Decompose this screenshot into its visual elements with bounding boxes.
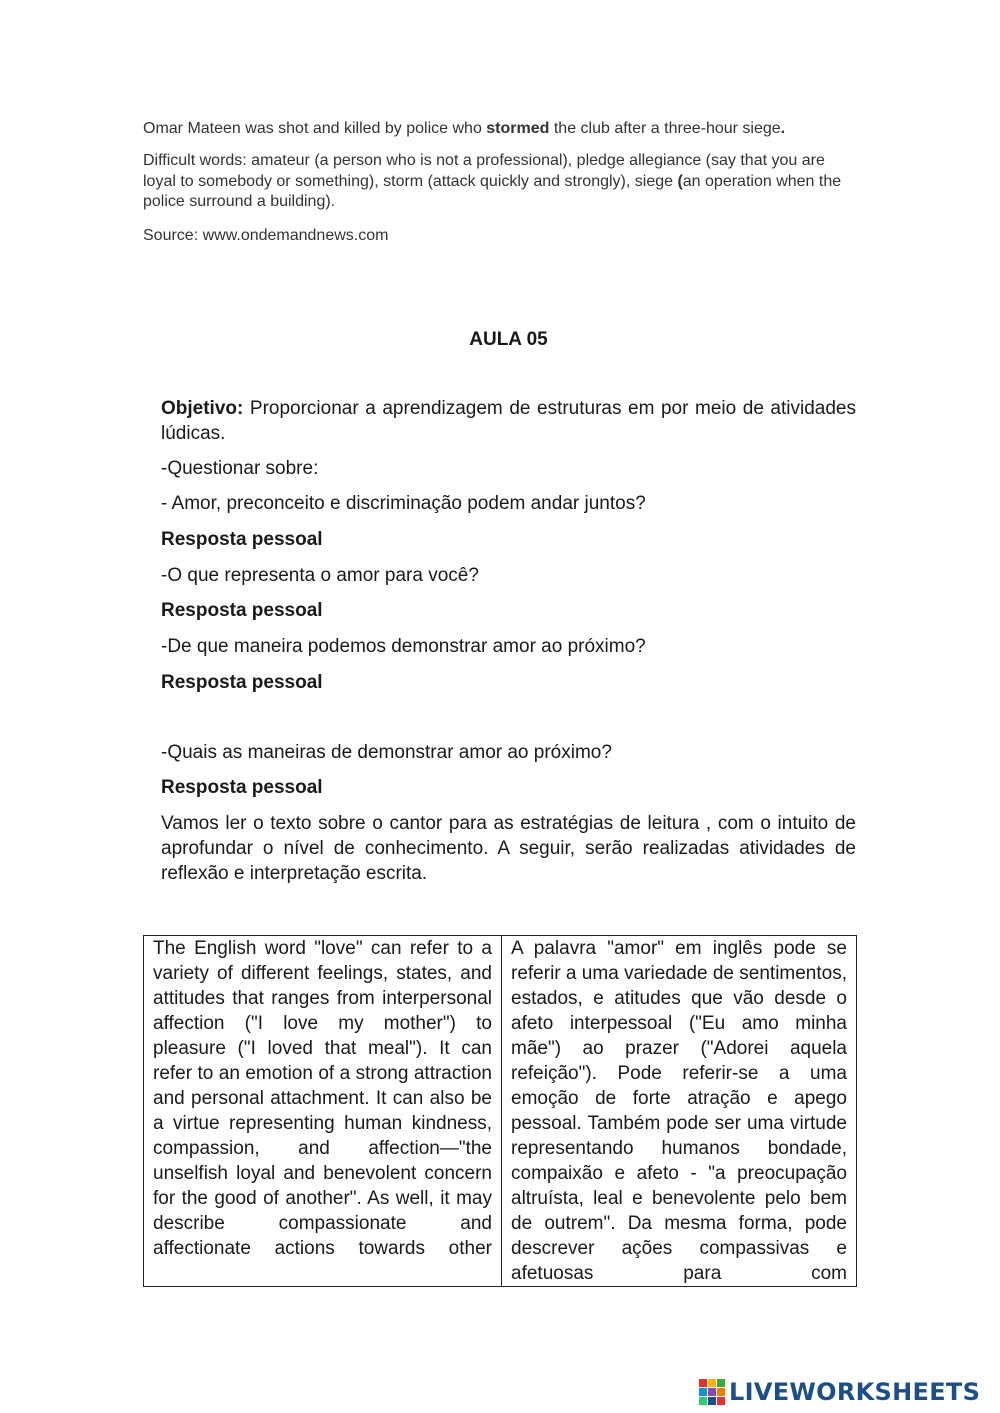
difficult-words [143,151,843,213]
answer-label: Resposta pessoal [161,529,323,550]
intro-sentence-end: the club after a three-hour siege [549,120,781,137]
answer-label: Resposta pessoal [161,672,323,693]
liveworksheets-logo-icon [699,1379,725,1405]
liveworksheets-watermark [699,1378,980,1406]
logo-square [699,1388,707,1396]
intro-bold-word: stormed [486,120,550,137]
answer-2 [161,598,856,623]
logo-square [717,1388,725,1396]
question-4: -Quais as maneiras de demonstrar amor ao próximo? [161,742,612,763]
english-text-cell: The English word "love" can refer to a variety of different feelings, states, and attitudes that ranges from interpersonal affection ("I love my mother") to pleasure ("I loved that meal"). It can refer to an emotion of a strong attraction and personal attachment. It can also be a virtue representing human kindness, compassion, and affection—"the unselfish loyal and benevolent concern for the good of another". As well, it may describe compassionate and affectionate actions towards other [144,936,502,1287]
reading-paragraph: Vamos ler o texto sobre o cantor para as estratégias de leitura , com o intuito de aprofundar o nível de conhecimento. A seguir, serão realizadas atividades de reflexão e interpretação escrita. [161,813,856,884]
logo-square [708,1379,716,1387]
intro-sentence-start: Omar Mateen was shot and killed by police who [143,120,487,137]
source-line: Source: www.ondemandnews.com [143,227,389,244]
logo-square [717,1397,725,1405]
objective-text: Proporcionar a aprendizagem de estruturas em por meio de atividades lúdicas. [161,398,856,444]
answer-3 [161,670,856,695]
logo-square [699,1379,707,1387]
logo-square [708,1397,716,1405]
objective-paragraph [161,396,856,446]
logo-square [699,1397,707,1405]
objective-label: Objetivo: [161,398,244,419]
lesson-title: AULA 05 [469,329,548,350]
answer-1 [161,527,856,552]
intro-period: . [780,120,786,137]
portuguese-text-cell: A palavra "amor" em inglês pode se referir a uma variedade de sentimentos, estados, e atitudes que vão desde o afeto interpessoal ("Eu amo minha mãe") ao prazer ("Adorei aquela refeição"). Pode referir-se a uma emoção de forte atração e apego pessoal. Também pode ser uma virtude representando humanos bondade, compaixão e afeto - "a preocupação altruísta, leal e benevolente pelo bem de outrem". Da mesma forma, pode descrever ações compassivas e afetuosas para com [502,936,857,1287]
question-3: -De que maneira podemos demonstrar amor ao próximo? [161,636,646,657]
answer-label: Resposta pessoal [161,600,323,621]
difficult-bold-paren: ( [677,172,683,190]
logo-square [717,1379,725,1387]
difficult-words-end: an operation when the police surround a building). [143,172,842,210]
difficult-words-text: Difficult words: amateur (a person who is not a professional), pledge allegiance (say that you are loyal to somebody or something), storm (attack quickly and strongly), siege [143,152,825,190]
answer-label: Resposta pessoal [161,777,323,798]
intro-sentence [143,119,843,140]
watermark-text: LIVEWORKSHEETS [729,1378,981,1406]
question-intro: -Questionar sobre: [161,458,319,479]
question-1: - Amor, preconceito e discriminação podem andar juntos? [161,493,646,514]
question-2: -O que representa o amor para você? [161,565,479,586]
answer-4 [161,775,856,800]
logo-square [708,1388,716,1396]
table-row [144,936,857,1287]
bilingual-table [143,935,857,1287]
